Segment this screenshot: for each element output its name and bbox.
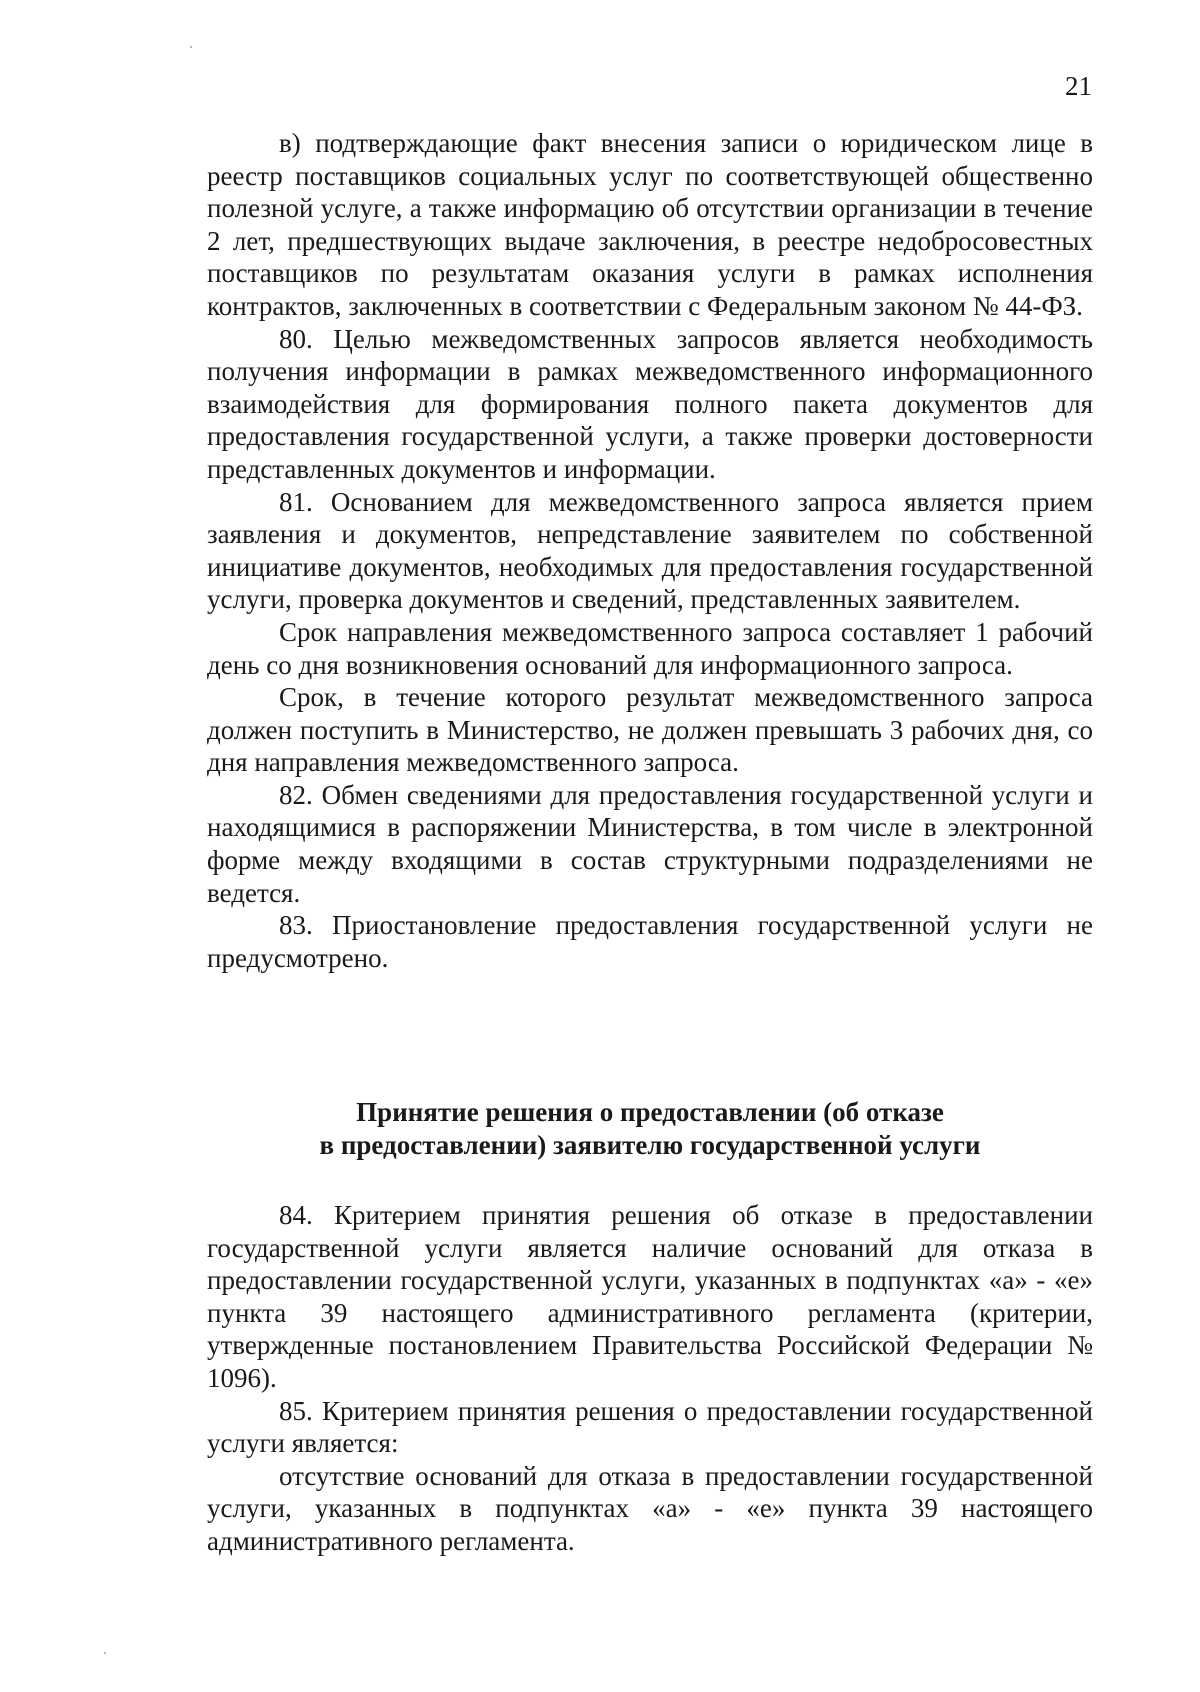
page-number: 21 (1065, 71, 1092, 101)
section-heading (207, 1096, 1093, 1162)
paragraph-83: 83. Приостановление предоставления государственной услуги не предусмотрено. (207, 910, 1093, 973)
paragraph-79v: в) подтверждающие факт внесения записи о юридическом лице в реестр поставщиков социальных услуг по соответствующей общественно полезной услуге, а также информацию об отсутствии организации в течение 2 лет, предшествующих выдаче заключения, в реестре недобросовестных поставщиков по результатам оказания услуги в рамках исполнения контрактов, заключенных в соответствии с Федеральным законом № 44-ФЗ. (207, 128, 1093, 321)
paragraph-85-criterion: отсутствие оснований для отказа в предоставлении государственной услуги, указанных в подпунктах «а» - «е» пункта 39 настоящего административного регламента. (207, 1460, 1093, 1556)
document-body (207, 127, 1093, 974)
paragraph-84: 84. Критерием принятия решения об отказе в предоставлении государственной услуги является наличие оснований для отказа в предоставлении государственной услуги, указанных в подпунктах «а» - «е» пункта 39 настоящего административного регламента (критерии, утвержденные постановлением Правительства Российской Федерации № 1096). (207, 1200, 1093, 1393)
scan-artifact (190, 46, 192, 48)
section-heading-line-1: Принятие решения о предоставлении (об отказе (356, 1097, 944, 1127)
scan-artifact (104, 1652, 106, 1654)
paragraph-85: 85. Критерием принятия решения о предоставлении государственной услуги является: (207, 1395, 1093, 1459)
section-heading-line-2: в предоставлении) заявителю государственной услуги (319, 1130, 981, 1160)
paragraph-request-term: Срок направления межведомственного запроса составляет 1 рабочий день со дня возникновения оснований для информационного запроса. (207, 616, 1093, 680)
paragraph-82: 82. Обмен сведениями для предоставления государственной услуги и находящимися в распоряжении Министерства, в том числе в электронной форме между входящими в состав структурными подразделениями не ведется. (207, 779, 1093, 908)
paragraph-80: 80. Целью межведомственных запросов является необходимость получения информации в рамках межведомственного информационного взаимодействия для формирования полного пакета документов для предоставления государственной услуги, а также проверки достоверности представленных документов и информации. (207, 323, 1093, 484)
paragraph-response-term: Срок, в течение которого результат межведомственного запроса должен поступить в Министерство, не должен превышать 3 рабочих дня, со дня направления межведомственного запроса. (207, 682, 1093, 778)
paragraph-81: 81. Основанием для межведомственного запроса является прием заявления и документов, непредставление заявителем по собственной инициативе документов, необходимых для предоставления государственной услуги, проверка документов и сведений, представленных заявителем. (207, 486, 1093, 615)
document-body-continued (207, 1199, 1093, 1558)
